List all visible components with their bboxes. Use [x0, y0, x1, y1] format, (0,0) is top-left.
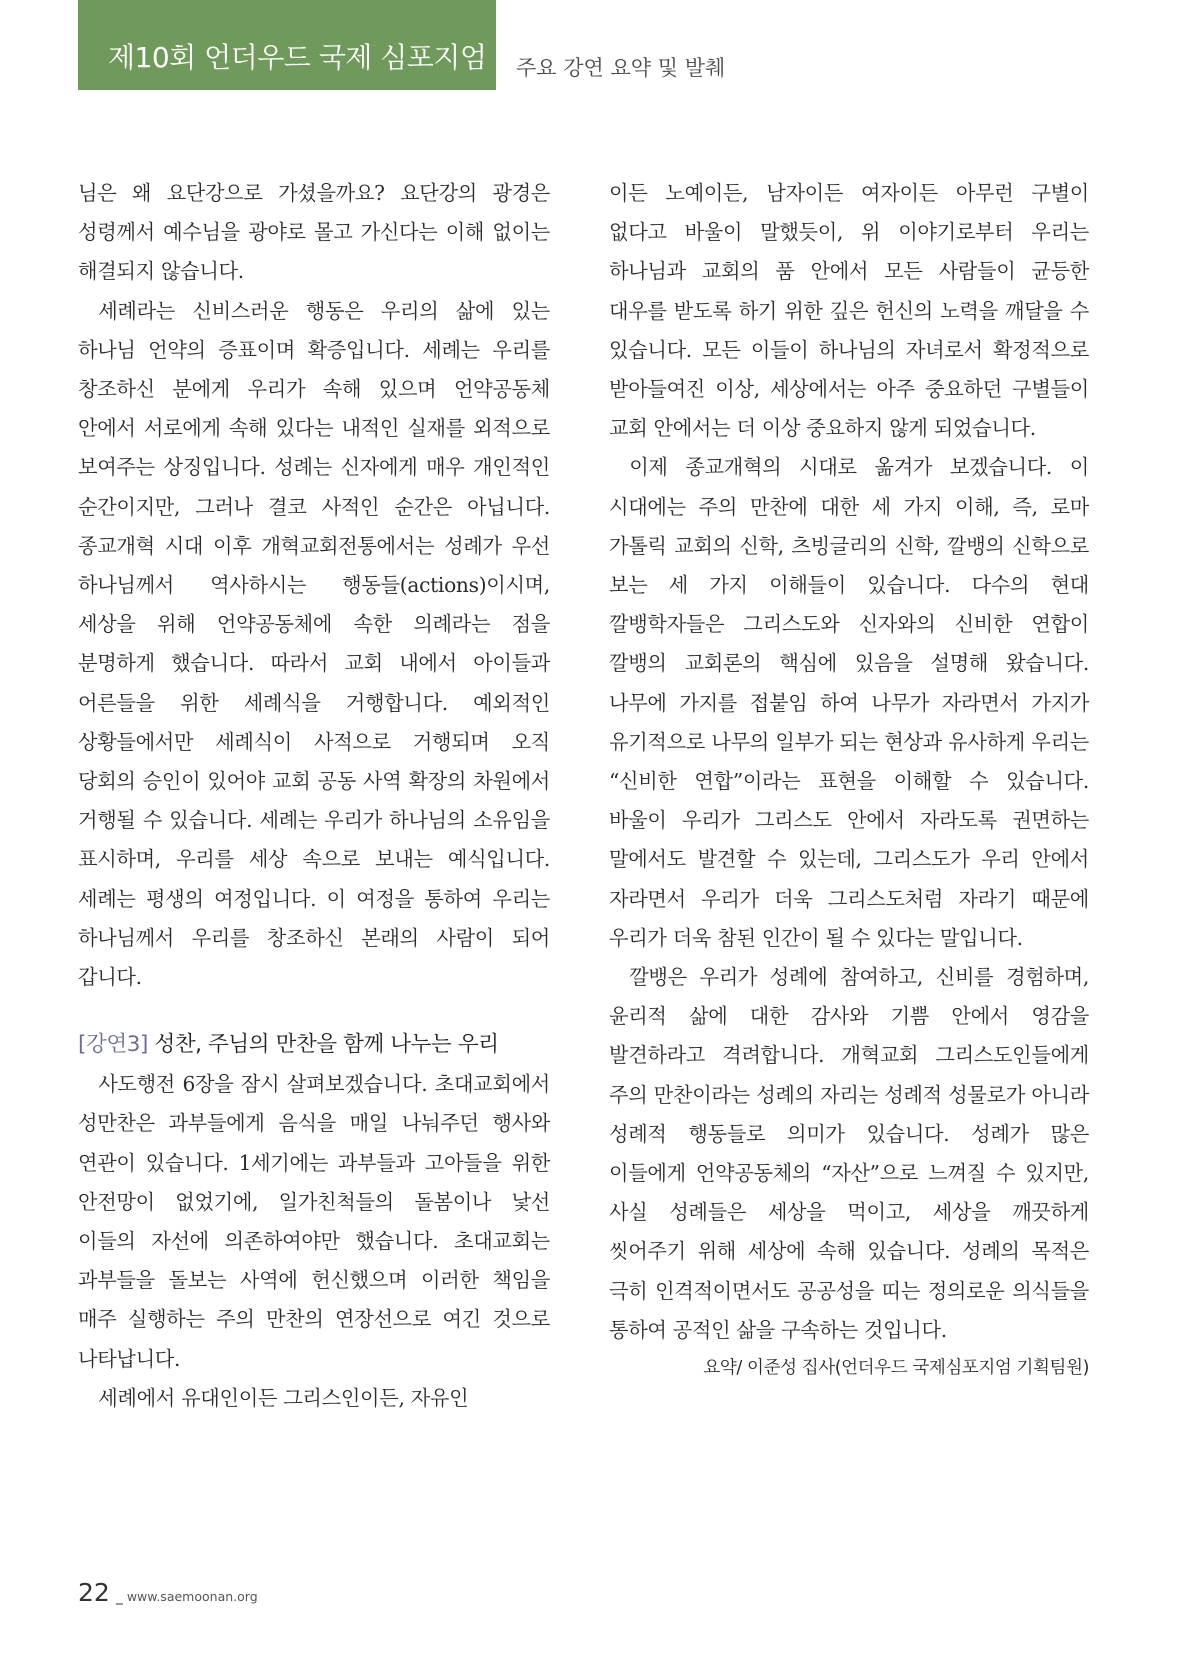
page-section-title: 제10회 언더우드 국제 심포지엄: [108, 41, 487, 74]
page-section-subtitle: 주요 강연 요약 및 발췌: [516, 56, 726, 80]
paragraph: 세례에서 유대인이든 그리스인이든, 자유인: [98, 1385, 469, 1410]
lecture-tag: [강연3]: [78, 1032, 148, 1058]
summary-credit: 요약/ 이준성 집사(언더우드 국제심포지엄 기획팀원): [703, 1358, 1089, 1379]
paragraph: 세례라는 신비스러운 행동은 우리의 삶에 있는 하나님 언약의 증표이며 확증입니다. 세례는 우리를 창조하신 분에게 우리가 속해 있으며 언약공동체 안에서 서로에게 속해 있다는 내적인 실재를 외적으로 보여주는 상징입니다. 성례는 신자에게 매우 개인적인 순간이지만, 그러나 결코 사적인 순간은 아닙니다. 종교개혁 시대 이후 개혁교회전통에서는 성례가 우선 하나님께서 역사하시는 행동들(actions)이시며, 세상을 위해 언약공동체에 속한 의례라는 점을 분명하게 했습니다. 따라서 교회 내에서 아이들과 어른들을 위한 세례식을 거행합니다. 예외적인 상황들에서만 세례식이 사적으로 거행되며 오직 당회의 승인이 있어야 교회 공동 사역 확장의 차원에서 거행될 수 있습니다. 세례는 우리가 하나님의 소유임을 표시하며, 우리를 세상 속으로 보내는 예식입니다. 세례는 평생의 여정입니다. 이 여정을 통하여 우리는 하나님께서 우리를 창조하신 본래의 사람이 되어 갑니다.: [78, 298, 550, 990]
lecture-title: 성찬, 주님의 만찬을 함께 나누는 우리: [154, 1032, 499, 1058]
footer-separator: _: [115, 1589, 123, 1605]
paragraph: 사도행전 6장을 잠시 살펴보겠습니다. 초대교회에서 성만찬은 과부들에게 음식을 매일 나눠주던 행사와 연관이 있습니다. 1세기에는 과부들과 고아들을 위한 안전망이 없었기에, 일가친척들의 돌봄이나 낯선 이들의 자선에 의존하여야만 했습니다. 초대교회는 과부들을 돌보는 사역에 헌신했으며 이러한 책임을 매주 실행하는 주의 만찬의 연장선으로 여긴 것으로 나타납니다.: [78, 1072, 550, 1371]
paragraph: 이든 노예이든, 남자이든 여자이든 아무런 구별이 없다고 바울이 말했듯이, 위 이야기로부터 우리는 하나님과 교회의 품 안에서 모든 사람들이 균등한 대우를 받도록 하기 위한 깊은 헌신의 노력을 깨달을 수 있습니다. 모든 이들이 하나님의 자녀로서 확정적으로 받아들여진 이상, 세상에서는 아주 중요하던 구별들이 교회 안에서는 더 이상 중요하지 않게 되었습니다.: [609, 181, 1089, 441]
page-footer: [78, 1578, 258, 1607]
lecture-heading: [78, 1025, 550, 1065]
website-link[interactable]: www.saemoonan.org: [126, 1589, 258, 1604]
paragraph: 님은 왜 요단강으로 가셨을까요? 요단강의 광경은 성령께서 예수님을 광야로 몰고 가신다는 이해 없이는 해결되지 않습니다.: [78, 181, 550, 284]
paragraph: 깔뱅은 우리가 성례에 참여하고, 신비를 경험하며, 윤리적 삶에 대한 감사와 기쁨 안에서 영감을 발견하라고 격려합니다. 개혁교회 그리스도인들에게 주의 만찬이라는 성례의 자리는 성례적 성물로가 아니라 성례적 행동들로 의미가 있습니다. 성례가 많은 이들에게 언약공동체의 “자산”으로 느껴질 수 있지만, 사실 성례들은 세상을 먹이고, 세상을 깨끗하게 씻어주기 위해 세상에 속해 있습니다. 성례의 목적은 극히 인격적이면서도 공공성을 띠는 정의로운 의식들을 통하여 공적인 삶을 구속하는 것입니다.: [609, 965, 1089, 1342]
header-band: [78, 0, 496, 90]
page-number: 22: [78, 1578, 110, 1607]
left-column: [78, 174, 550, 1418]
paragraph: 이제 종교개혁의 시대로 옮겨가 보겠습니다. 이 시대에는 주의 만찬에 대한 세 가지 이해, 즉, 로마 가톨릭 교회의 신학, 츠빙글리의 신학, 깔뱅의 신학으로 보는 세 가지 이해들이 있습니다. 다수의 현대 깔뱅학자들은 그리스도와 신자와의 신비한 연합이 깔뱅의 교회론의 핵심에 있음을 설명해 왔습니다. 나무에 가지를 접붙임 하여 나무가 자라면서 가지가 유기적으로 나무의 일부가 되는 현상과 유사하게 우리는 “신비한 연합”이라는 표현을 이해할 수 있습니다. 바울이 우리가 그리스도 안에서 자라도록 권면하는 말에서도 발견할 수 있는데, 그리스도가 우리 안에서 자라면서 우리가 더욱 그리스도처럼 자라기 때문에 우리가 더욱 참된 인간이 될 수 있다는 말입니다.: [609, 455, 1089, 950]
right-column: [609, 174, 1089, 1384]
